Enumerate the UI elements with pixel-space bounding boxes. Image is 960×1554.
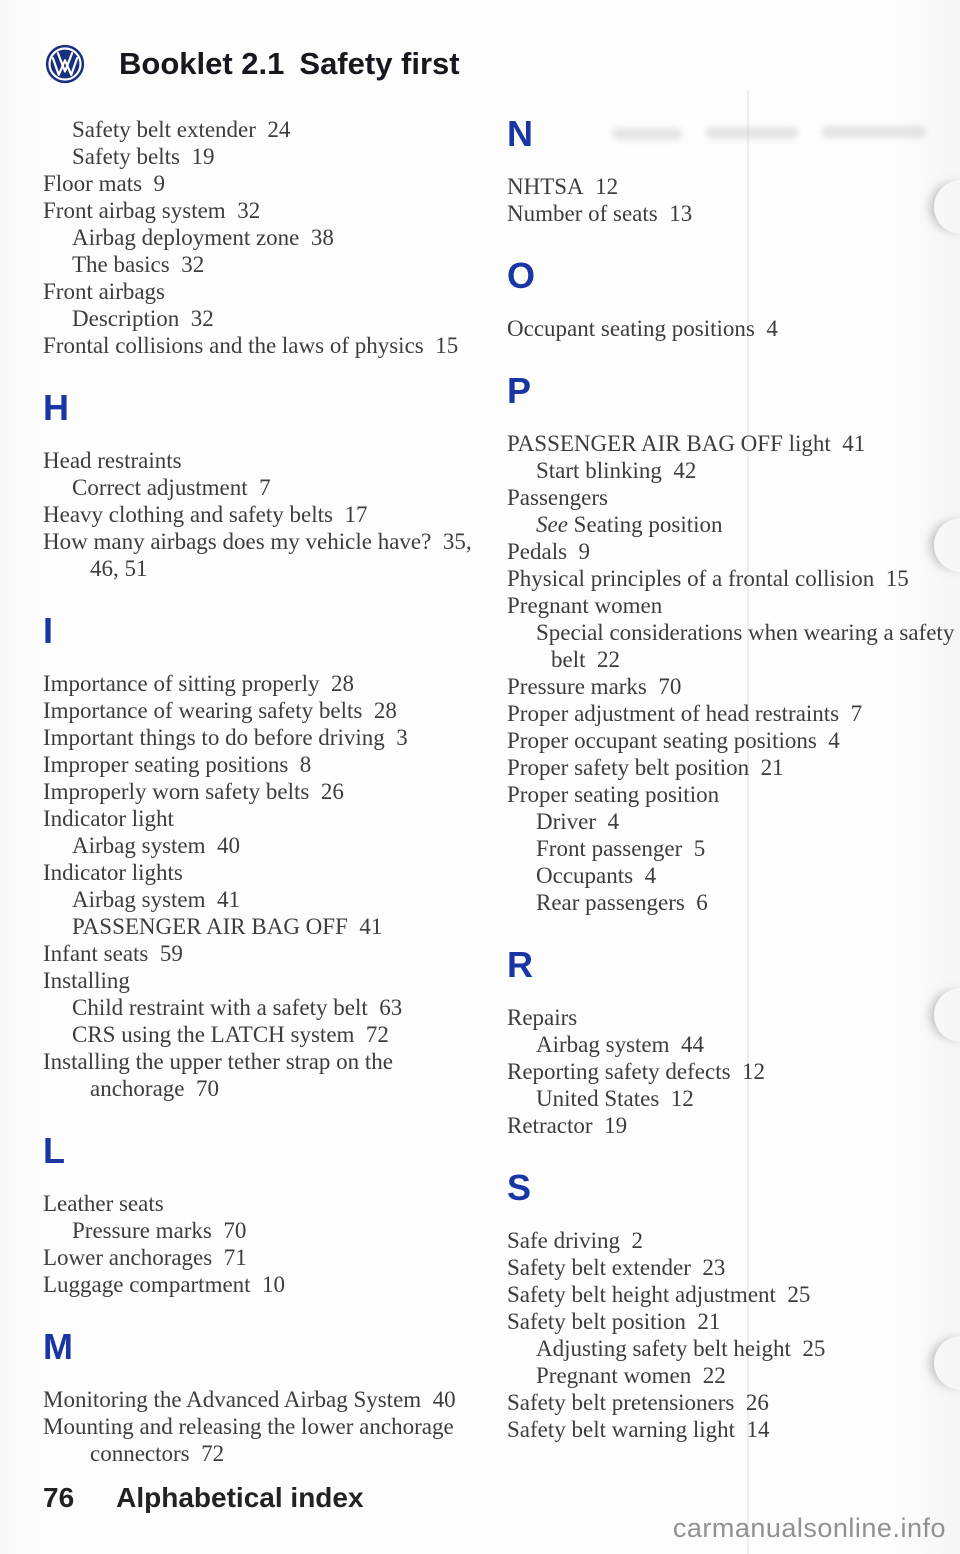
index-entry: Proper safety belt position 21: [507, 755, 784, 780]
index-entry: Front airbag system 32: [43, 198, 261, 223]
index-entry: Airbag system 41: [72, 887, 241, 912]
index-entry: Indicator lights: [43, 860, 183, 885]
index-entry: See Seating position: [536, 512, 723, 537]
index-entry: Head restraints: [43, 448, 182, 473]
footer-label: Alphabetical index: [116, 1482, 364, 1513]
vw-logo-icon: [45, 44, 85, 84]
section-letter-M: M: [43, 1326, 73, 1367]
index-entry: Safe driving 2: [507, 1228, 644, 1253]
section-letter-S: S: [507, 1167, 532, 1208]
index-entry: Airbag system 40: [72, 833, 241, 858]
index-entry: Repairs: [507, 1005, 578, 1030]
index-entry: Start blinking 42: [536, 458, 697, 483]
index-entry: Luggage compartment 10: [43, 1272, 286, 1297]
index-entry: Monitoring the Advanced Airbag System 40: [43, 1387, 456, 1412]
page-footer: [43, 1482, 364, 1514]
index-entry: The basics 32: [72, 252, 205, 277]
section-letter-N: N: [507, 113, 533, 154]
index-entry: Safety belt position 21: [507, 1309, 721, 1334]
index-entry: Pressure marks 70: [72, 1218, 247, 1243]
see-reference: See: [536, 512, 574, 537]
index-entry: PASSENGER AIR BAG OFF light 41: [507, 431, 866, 456]
index-entry: Improper seating positions 8: [43, 752, 312, 777]
index-entry: Correct adjustment 7: [72, 475, 271, 500]
index-entry: United States 12: [536, 1086, 694, 1111]
index-entry: Airbag deployment zone 38: [72, 225, 334, 250]
section-letter-P: P: [507, 370, 532, 411]
index-entry: Safety belt height adjustment 25: [507, 1282, 811, 1307]
index-entry: Frontal collisions and the laws of physics 15: [43, 333, 459, 358]
index-entry: Pregnant women 22: [536, 1363, 726, 1388]
index-entry: Safety belt extender 24: [72, 117, 291, 142]
index-entry: Description 32: [72, 306, 214, 331]
section-letter-O: O: [507, 255, 536, 296]
index-entry: Reporting safety defects 12: [507, 1059, 766, 1084]
index-entry: Importance of sitting properly 28: [43, 671, 355, 696]
index-entry: Safety belt warning light 14: [507, 1417, 770, 1442]
index-entry: Adjusting safety belt height 25: [536, 1336, 826, 1361]
index-entry: Special considerations when wearing a safety belt 22: [536, 620, 955, 672]
index-right-column: [507, 113, 959, 1467]
section-letter-H: H: [43, 387, 69, 428]
index-entry: Front airbags: [43, 279, 166, 304]
index-entry: Driver 4: [536, 809, 620, 834]
index-entry: Child restraint with a safety belt 63: [72, 995, 403, 1020]
section-letter-I: I: [43, 610, 54, 651]
index-entry: Important things to do before driving 3: [43, 725, 408, 750]
index-entry: Leather seats: [43, 1191, 164, 1216]
page-header: [45, 44, 460, 84]
section-letter-L: L: [43, 1130, 65, 1171]
index-entry: Safety belts 19: [72, 144, 215, 169]
index-entry: NHTSA 12: [507, 174, 619, 199]
index-entry: Improperly worn safety belts 26: [43, 779, 344, 804]
footer-page-number: 76: [43, 1482, 75, 1513]
index-entry: Floor mats 9: [43, 171, 166, 196]
index-entry: Safety belt pretensioners 26: [507, 1390, 769, 1415]
index-entry: Proper seating position: [507, 782, 720, 807]
index-entry: Pregnant women: [507, 593, 663, 618]
index-entry: Heavy clothing and safety belts 17: [43, 502, 368, 527]
index-entry: Infant seats 59: [43, 941, 183, 966]
index-entry: Number of seats 13: [507, 201, 693, 226]
index-entry: Pedals 9: [507, 539, 591, 564]
index-entry: PASSENGER AIR BAG OFF 41: [72, 914, 383, 939]
index-entry: Occupants 4: [536, 863, 657, 888]
index-entry: Physical principles of a frontal collision 15: [507, 566, 909, 591]
index-entry: CRS using the LATCH system 72: [72, 1022, 389, 1047]
booklet-title: Safety first: [299, 46, 460, 81]
index-entry: Importance of wearing safety belts 28: [43, 698, 397, 723]
index-entry: Retractor 19: [507, 1113, 628, 1138]
index-entry: Front passenger 5: [536, 836, 706, 861]
section-letter-R: R: [507, 944, 533, 985]
watermark: carmanualsonline.info: [672, 1513, 946, 1543]
index-left-column: [43, 116, 499, 1467]
index-entry: Installing the upper tether strap on the anchorage 70: [43, 1049, 394, 1101]
index-entry: Proper adjustment of head restraints 7: [507, 701, 863, 726]
index-entry: Indicator light: [43, 806, 174, 831]
index-entry: Installing: [43, 968, 130, 993]
booklet-number: Booklet 2.1: [119, 46, 285, 81]
index-entry: Passengers: [507, 485, 608, 510]
index-entry: Lower anchorages 71: [43, 1245, 247, 1270]
page-title: [119, 46, 460, 82]
index-entry: How many airbags does my vehicle have? 35, 46, 51: [43, 529, 472, 581]
index-entry: Occupant seating positions 4: [507, 316, 778, 341]
index-entry: Mounting and releasing the lower anchorage connectors 72: [43, 1414, 454, 1466]
index-entry: Rear passengers 6: [536, 890, 708, 915]
alphabetical-index: [43, 113, 959, 1467]
index-entry: Airbag system 44: [536, 1032, 705, 1057]
index-entry: Proper occupant seating positions 4: [507, 728, 840, 753]
index-entry: Pressure marks 70: [507, 674, 682, 699]
index-entry: Safety belt extender 23: [507, 1255, 726, 1280]
